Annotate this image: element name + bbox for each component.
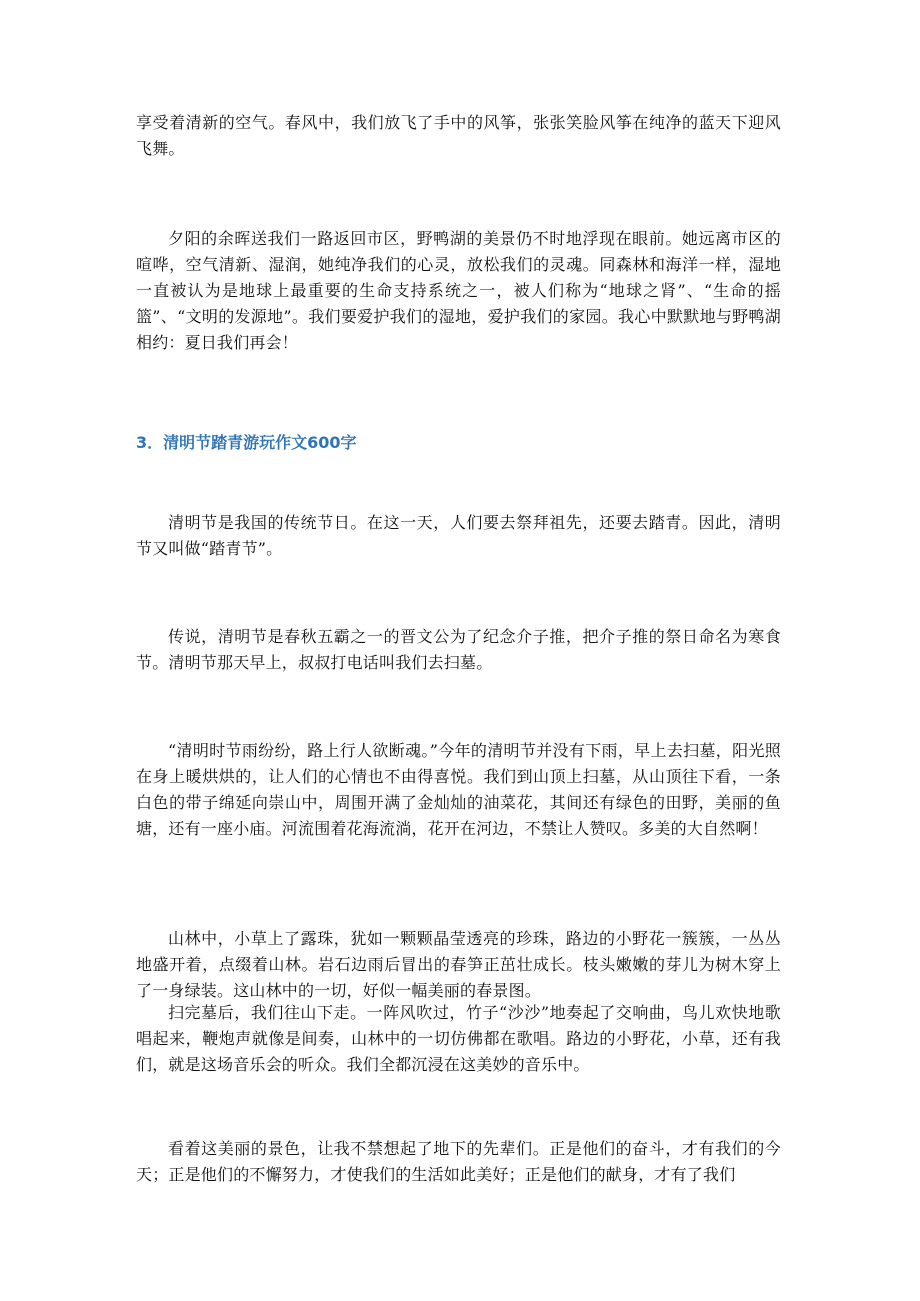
paragraph-ancestors: 看着这美丽的景色，让我不禁想起了地下的先辈们。正是他们的奋斗，才有我们的今天；正是他们的不懈努力，才使我们的生活如此美好；正是他们的献身，才有了我们 bbox=[136, 1139, 781, 1184]
paragraph-qingming-intro: 清明节是我国的传统节日。在这一天，人们要去祭拜祖先，还要去踏青。因此，清明节又叫做“踏青节”。 bbox=[136, 513, 781, 558]
paragraph-forest: 山林中，小草上了露珠，犹如一颗颗晶莹透亮的珍珠，路边的小野花一簇簇，一丛丛地盛开着，点缀着山林。岩石边雨后冒出的春笋正茁壮成长。枝头嫩嫩的芽儿为树木穿上了一身绿装。这山林中的一切，好似一幅美丽的春景图。 bbox=[136, 929, 781, 1000]
paragraph-poem: “清明时节雨纷纷，路上行人欲断魂。”今年的清明节并没有下雨，早上去扫墓，阳光照在身上暖烘烘的，让人们的心情也不由得喜悦。我们到山顶上扫墓，从山顶往下看，一条白色的带子绵延向崇山中，周围开满了金灿灿的油菜花，其间还有绿色的田野，美丽的鱼塘，还有一座小庙。河流围着花海流淌，花开在河边，不禁让人赞叹。多美的大自然啊！ bbox=[136, 741, 781, 838]
section-heading: 3．清明节踏青游玩作文600字 bbox=[136, 433, 357, 452]
paragraph-kite: 享受着清新的空气。春风中，我们放飞了手中的风筝，张张笑脸风筝在纯净的蓝天下迎风飞舞。 bbox=[136, 113, 781, 158]
paragraph-wetland: 夕阳的余晖送我们一路返回市区，野鸭湖的美景仍不时地浮现在眼前。她远离市区的喧哗，空气清新、湿润，她纯净我们的心灵，放松我们的灵魂。同森林和海洋一样，湿地一直被认为是地球上最重要的生命支持系统之一，被人们称为“地球之肾”、“生命的摇篮”、“文明的发源地”。我们要爱护我们的湿地，爱护我们的家园。我心中默默地与野鸭湖相约：夏日我们再会！ bbox=[136, 229, 781, 352]
paragraph-legend: 传说，清明节是春秋五霸之一的晋文公为了纪念介子推，把介子推的祭日命名为寒食节。清明节那天早上，叔叔打电话叫我们去扫墓。 bbox=[136, 627, 781, 672]
paragraph-descent: 扫完墓后，我们往山下走。一阵风吹过，竹子“沙沙”地奏起了交响曲，鸟儿欢快地歌唱起来，鞭炮声就像是间奏，山林中的一切仿佛都在歌唱。路边的小野花，小草，还有我们，就是这场音乐会的听众。我们全都沉浸在这美妙的音乐中。 bbox=[136, 1003, 781, 1074]
